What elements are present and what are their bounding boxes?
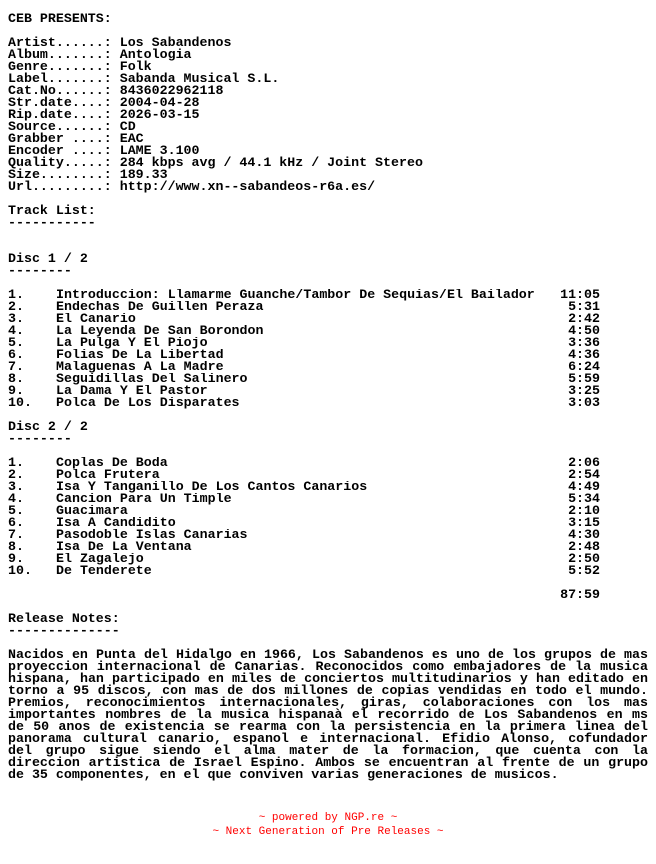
track-row <box>8 565 600 577</box>
track-time: 2:48 <box>568 539 600 554</box>
track-title: Pasodoble Islas Canarias <box>56 529 248 541</box>
track-time: 4:30 <box>568 527 600 542</box>
disc-heading: Disc 2 / 2 <box>8 419 88 434</box>
track-row <box>8 493 600 505</box>
track-time: 4:49 <box>568 479 600 494</box>
info-field-value: Los Sabandenos <box>111 35 232 50</box>
track-row <box>8 517 600 529</box>
track-row <box>8 457 600 469</box>
info-field-value: 284 kbps avg / 44.1 kHz / Joint Stereo <box>111 155 423 170</box>
track-row <box>8 397 600 409</box>
info-field-value: LAME 3.100 <box>111 143 200 158</box>
release-info-block <box>8 37 648 193</box>
track-title: La Pulga Y El Piojo <box>56 337 208 349</box>
track-title: El Zagalejo <box>56 553 144 565</box>
track-row <box>8 553 600 565</box>
disc-underline: -------- <box>8 263 72 278</box>
track-number: 7. <box>8 527 24 542</box>
total-time-row <box>8 589 600 601</box>
track-time: 3:36 <box>568 335 600 350</box>
info-field-label: Artist......: <box>8 35 112 50</box>
track-title: Coplas De Boda <box>56 457 168 469</box>
track-row <box>8 361 600 373</box>
disc-heading: Disc 1 / 2 <box>8 251 88 266</box>
track-row <box>8 325 600 337</box>
track-time: 3:15 <box>568 515 600 530</box>
disc-tracks <box>8 457 600 577</box>
track-number: 2. <box>8 467 24 482</box>
release-notes-line: Premios, reconocimientos internacionales, giras, colaboraciones con los mas <box>8 695 648 710</box>
track-row <box>8 289 600 301</box>
track-number: 6. <box>8 515 24 530</box>
track-number: 7. <box>8 359 24 374</box>
info-field-value: Antologia <box>111 47 192 62</box>
track-number: 1. <box>8 287 24 302</box>
track-row <box>8 373 600 385</box>
info-field-value: 8436022962118 <box>111 83 224 98</box>
info-field-value: CD <box>111 119 136 134</box>
track-row <box>8 481 600 493</box>
footer-powered-by: ~ powered by NGP.re ~ <box>258 812 398 824</box>
track-title: De Tenderete <box>56 565 152 577</box>
track-row <box>8 529 600 541</box>
track-title: La Leyenda De San Borondon <box>56 325 264 337</box>
tracklist-underline: ----------- <box>8 215 96 230</box>
disc-section <box>8 421 648 577</box>
info-field-value: EAC <box>111 131 144 146</box>
track-title: Guacimara <box>56 505 128 517</box>
info-field-value: Folk <box>111 59 152 74</box>
footer <box>8 811 648 839</box>
info-field-label: Rip.date....: <box>8 107 112 122</box>
discs-container <box>8 253 648 577</box>
presents-heading: CEB PRESENTS: <box>8 11 112 26</box>
track-title: El Canario <box>56 313 136 325</box>
track-row <box>8 313 600 325</box>
tracklist-section-heading <box>8 205 648 229</box>
release-notes-line: panorama cultural canario, espanol e internacional. Efidio Alonso, cofundador <box>8 731 648 746</box>
track-title: Seguidillas Del Salinero <box>56 373 248 385</box>
track-title: Cancion Para Un Timple <box>56 493 232 505</box>
info-field-label: Genre.......: <box>8 59 112 74</box>
track-time: 5:59 <box>568 371 600 386</box>
track-title: Polca De Los Disparates <box>56 397 240 409</box>
track-number: 10. <box>8 395 32 410</box>
nfo-document <box>8 13 648 781</box>
track-number: 2. <box>8 299 24 314</box>
disc-section <box>8 253 648 409</box>
track-time: 2:54 <box>568 467 600 482</box>
track-title: Endechas De Guillen Peraza <box>56 301 264 313</box>
track-row <box>8 505 600 517</box>
info-field-value: Sabanda Musical S.L. <box>111 71 280 86</box>
track-time: 2:42 <box>568 311 600 326</box>
track-number: 9. <box>8 383 24 398</box>
info-field-row <box>8 181 648 193</box>
track-time: 5:52 <box>568 563 600 578</box>
track-title: Isa De La Ventana <box>56 541 192 553</box>
release-notes-title: Release Notes: <box>8 611 120 626</box>
info-field-value: 2004-04-28 <box>111 95 200 110</box>
release-notes-line: proyeccion internacional de Canarias. Reconocidos como embajadores de la musica <box>8 659 648 674</box>
info-field-value: 2026-03-15 <box>111 107 200 122</box>
track-time: 2:50 <box>568 551 600 566</box>
track-time: 2:10 <box>568 503 600 518</box>
info-field-label: Quality.....: <box>8 155 112 170</box>
track-row <box>8 301 600 313</box>
track-time: 4:50 <box>568 323 600 338</box>
track-number: 5. <box>8 503 24 518</box>
track-row <box>8 337 600 349</box>
track-time: 5:31 <box>568 299 600 314</box>
track-number: 10. <box>8 563 32 578</box>
info-field-label: Encoder ....: <box>8 143 112 158</box>
track-number: 8. <box>8 371 24 386</box>
release-notes-line: Nacidos en Punta del Hidalgo en 1966, Los Sabandenos es uno de los grupos de mas <box>8 647 648 662</box>
info-field-label: Url.........: <box>8 179 112 194</box>
track-title: Polca Frutera <box>56 469 160 481</box>
track-title: Isa A Candidito <box>56 517 176 529</box>
track-title: Isa Y Tanganillo De Los Cantos Canarios <box>56 481 368 493</box>
release-notes-line: importantes nombres de la musica hispanaà el recorrido de Los Sabandenos en ms <box>8 707 648 722</box>
footer-tagline: ~ Next Generation of Pre Releases ~ <box>212 826 444 838</box>
track-number: 5. <box>8 335 24 350</box>
release-notes-heading-block <box>8 613 648 637</box>
track-time: 3:03 <box>568 395 600 410</box>
release-notes-line: del grupo sigue siendo el alma mater de la formacion, que cuenta con la <box>8 743 648 758</box>
track-number: 9. <box>8 551 24 566</box>
track-number: 1. <box>8 455 24 470</box>
tracklist-title: Track List: <box>8 203 96 218</box>
total-time: 87:59 <box>560 587 600 602</box>
release-notes-underline: -------------- <box>8 623 120 638</box>
info-field-label: Source......: <box>8 119 112 134</box>
info-field-label: Str.date....: <box>8 95 112 110</box>
track-number: 3. <box>8 479 24 494</box>
track-time: 4:36 <box>568 347 600 362</box>
disc-tracks <box>8 289 600 409</box>
release-notes-line: direccion artistica de Israel Espino. Ambos se encuentran al frente de un grupo <box>8 755 648 770</box>
track-number: 4. <box>8 323 24 338</box>
track-number: 4. <box>8 491 24 506</box>
track-title: Folias De La Libertad <box>56 349 224 361</box>
release-notes-line: de 50 anos de existencia se rearma con la persistencia en la primera linea del <box>8 719 648 734</box>
info-field-label: Grabber ....: <box>8 131 112 146</box>
track-row <box>8 469 600 481</box>
release-notes-text <box>8 649 648 781</box>
disc-underline: -------- <box>8 431 72 446</box>
track-time: 11:05 <box>560 287 600 302</box>
track-time: 3:25 <box>568 383 600 398</box>
track-time: 2:06 <box>568 455 600 470</box>
track-number: 6. <box>8 347 24 362</box>
info-field-label: Label.......: <box>8 71 112 86</box>
track-title: La Dama Y El Pastor <box>56 385 208 397</box>
track-time: 5:34 <box>568 491 600 506</box>
track-number: 8. <box>8 539 24 554</box>
track-row <box>8 541 600 553</box>
track-row <box>8 385 600 397</box>
release-notes-line: hispana, han participado en miles de conciertos multitudinarios y han editado en <box>8 671 648 686</box>
track-title: Introduccion: Llamarme Guanche/Tambor De Sequias/El Bailador <box>56 289 535 301</box>
track-time: 6:24 <box>568 359 600 374</box>
track-number: 3. <box>8 311 24 326</box>
info-field-label: Size........: <box>8 167 112 182</box>
track-title: Malaguenas A La Madre <box>56 361 224 373</box>
info-field-label: Album.......: <box>8 47 112 62</box>
release-notes-line: de 35 componentes, en el que conviven varias generaciones de musicos. <box>8 767 559 782</box>
url-link[interactable]: http://www.xn--sabandeos-r6a.es/ <box>111 179 376 194</box>
release-notes-line: torno a 95 discos, con mas de dos millones de copias vendidas en todo el mundo. <box>8 683 648 698</box>
info-field-label: Cat.No......: <box>8 83 112 98</box>
info-field-value: 189.33 <box>111 167 168 182</box>
track-row <box>8 349 600 361</box>
